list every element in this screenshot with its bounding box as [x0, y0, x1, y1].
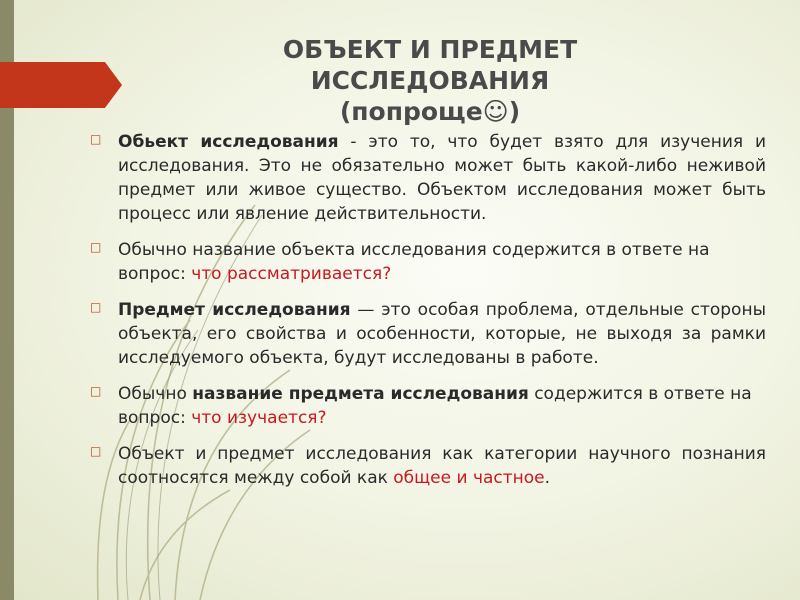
slide-title	[180, 34, 680, 127]
term-object: Обьект исследования	[118, 132, 339, 152]
bullet-item-object-question	[90, 238, 766, 286]
highlight-relation: общее и частное	[393, 468, 545, 488]
term-subject: Предмет исследования	[118, 300, 351, 320]
square-bullet-icon: □	[90, 132, 102, 146]
plain-text: Объект и предмет исследования как категории научного познания соотносятся между собой как	[118, 444, 766, 488]
red-arrow-tab	[0, 62, 122, 108]
bullet-item-object-definition	[90, 130, 766, 226]
bullet-text	[118, 130, 766, 226]
plain-text: содержится в ответе на вопрос:	[118, 384, 752, 428]
term-subject-name: название предмета исследования	[192, 384, 529, 404]
title-line-1: ОБЪЕКТ И ПРЕДМЕТ	[282, 35, 578, 64]
plain-text: Обычно название объекта исследования содержится в ответе на вопрос:	[118, 240, 710, 284]
bullet-item-subject-definition	[90, 298, 766, 370]
square-bullet-icon: □	[90, 240, 102, 254]
bullet-text	[118, 442, 766, 490]
square-bullet-icon: □	[90, 300, 102, 314]
highlight-question: что изучается?	[191, 408, 327, 428]
plain-text: Обычно	[118, 384, 193, 404]
title-line-3: (попроще☺)	[339, 97, 521, 126]
square-bullet-icon: □	[90, 444, 102, 458]
square-bullet-icon: □	[90, 384, 102, 398]
highlight-question: что рассматривается?	[191, 264, 392, 284]
definition-text: — это особая проблема, отдельные стороны объекта, его свойства и особенности, которые, не выходя за рамки исследуемого объекта, будут исследованы в работе.	[118, 300, 766, 368]
title-line-2: ИССЛЕДОВАНИЯ	[310, 66, 550, 95]
bullet-text	[118, 238, 766, 286]
plain-text: .	[544, 468, 551, 488]
bullet-text	[118, 382, 766, 430]
bullet-item-relation	[90, 442, 766, 490]
bullet-list	[90, 130, 766, 502]
definition-text: - это то, что будет взято для изучения и исследования. Это не обязательно может быть какой-либо неживой предмет или живое существо. Объектом исследования может быть процесс или явление действительности.	[118, 132, 766, 224]
bullet-text	[118, 298, 766, 370]
bullet-item-subject-question	[90, 382, 766, 430]
